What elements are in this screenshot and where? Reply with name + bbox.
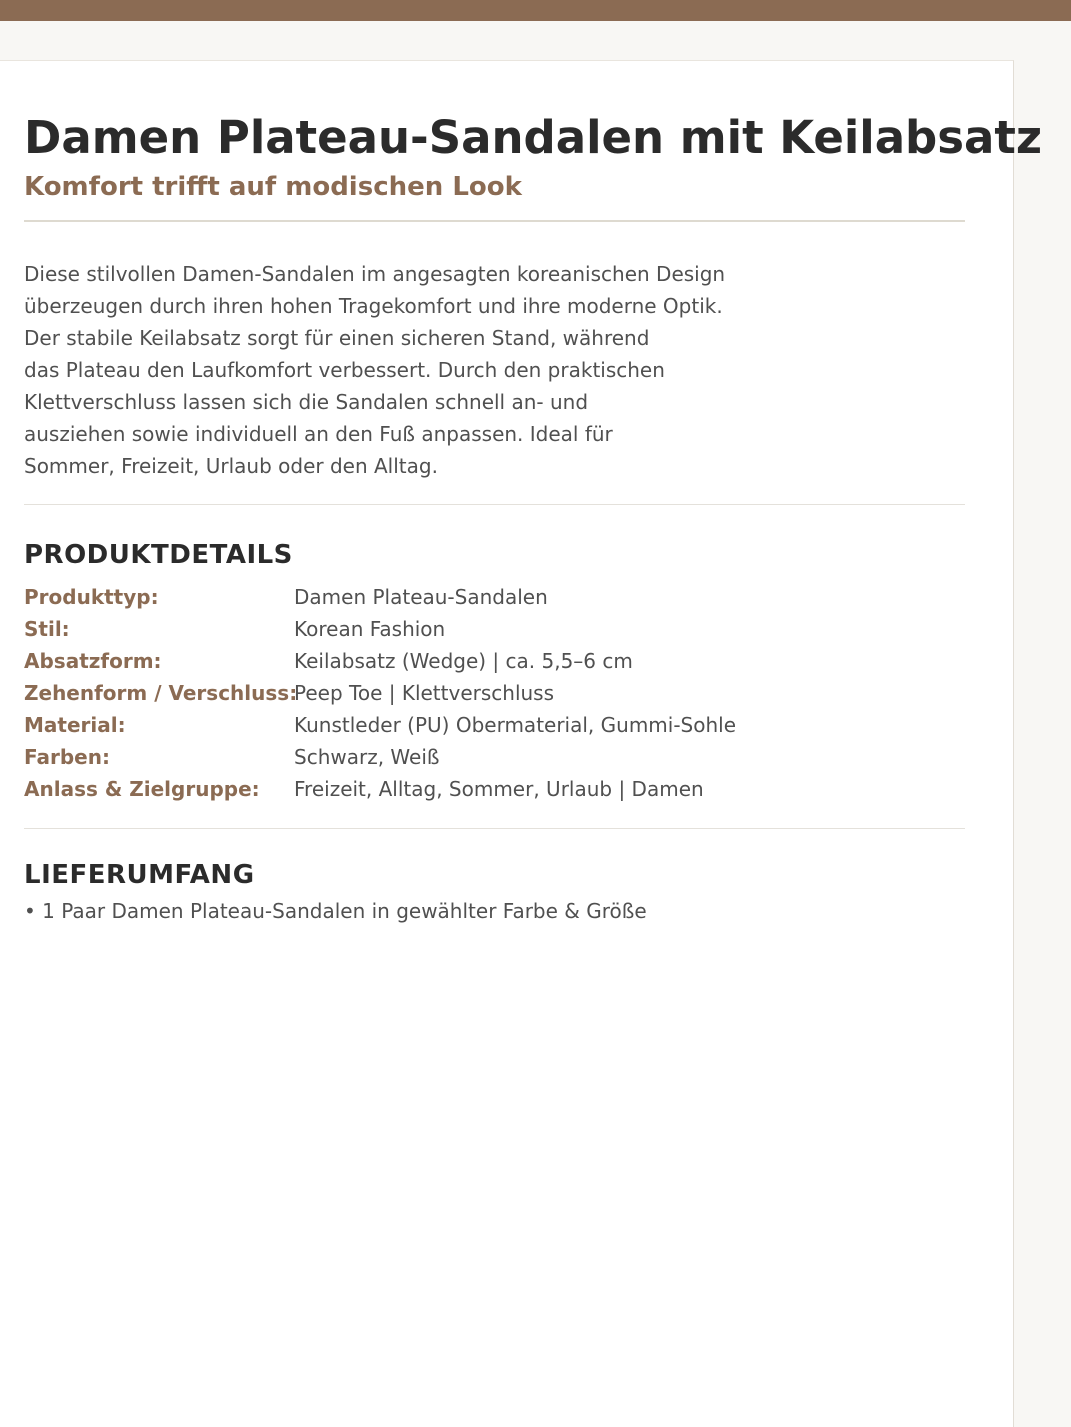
detail-label: Anlass & Zielgruppe: (24, 777, 260, 801)
detail-label: Produkttyp: (24, 585, 159, 609)
description-divider (24, 504, 965, 505)
product-description-card (0, 60, 1043, 1427)
detail-label: Absatzform: (24, 649, 162, 673)
title-divider (24, 220, 965, 222)
detail-row-colors (24, 741, 965, 773)
detail-row-style (24, 613, 965, 645)
product-subtitle: Komfort trifft auf modischen Look (24, 172, 522, 202)
product-title: Damen Plateau-Sandalen mit Keilabsatz (24, 111, 1043, 164)
detail-label: Zehenform / Verschluss: (24, 681, 298, 705)
detail-label: Stil: (24, 617, 70, 641)
product-description: Diese stilvollen Damen-Sandalen im angesagten koreanischen Design überzeugen durch ihren hohen Tragekomfort und ihre moderne Optik. Der stabile Keilabsatz sorgt für einen sicheren Stand, während das Plateau den Laufkomfort verbessert. Durch den praktischen Klettverschluss lassen sich die Sandalen schnell an- und ausziehen sowie individuell an den Fuß anpassen. Ideal für Sommer, Freizeit, Urlaub oder den Alltag. (24, 262, 726, 478)
detail-row-occasion (24, 773, 965, 805)
detail-value: Freizeit, Alltag, Sommer, Urlaub | Damen (294, 777, 704, 801)
details-heading: PRODUKTDETAILS (24, 540, 293, 570)
scope-heading: LIEFERUMFANG (24, 860, 255, 890)
detail-value: Keilabsatz (Wedge) | ca. 5,5–6 cm (294, 649, 633, 673)
detail-row-heel (24, 645, 965, 677)
scope-list (24, 895, 647, 927)
list-item: • 1 Paar Damen Plateau-Sandalen in gewählter Farbe & Größe (24, 899, 647, 923)
detail-row-material (24, 709, 965, 741)
top-accent-bar (0, 0, 1071, 21)
detail-row-product-type (24, 581, 965, 613)
detail-label: Material: (24, 713, 126, 737)
detail-label: Farben: (24, 745, 110, 769)
details-divider (24, 828, 965, 829)
details-table (24, 581, 965, 805)
detail-value: Damen Plateau-Sandalen (294, 585, 548, 609)
detail-value: Korean Fashion (294, 617, 446, 641)
detail-value: Peep Toe | Klettverschluss (294, 681, 555, 705)
detail-row-toe-closure (24, 677, 965, 709)
detail-value: Kunstleder (PU) Obermaterial, Gummi-Sohle (294, 713, 737, 737)
detail-value: Schwarz, Weiß (294, 745, 440, 769)
